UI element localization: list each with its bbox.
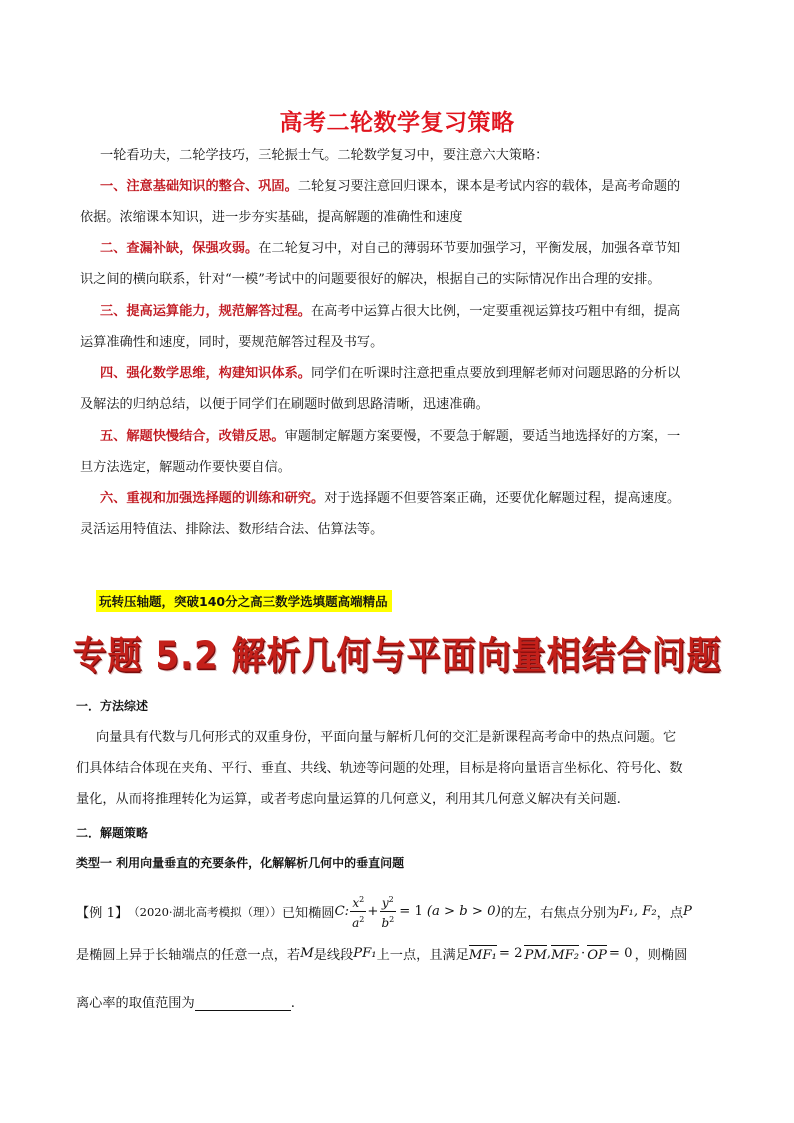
fraction-y-over-b: $\frac{y^2}{b^2}$	[379, 892, 396, 931]
strategy-5-lead: 五、解题快慢结合，改错反思。	[100, 429, 285, 444]
series-banner: 玩转压轴题，突破140分之高三数学选填题高端精品	[96, 590, 392, 612]
example-line-2: 是椭圆上异于长轴端点的任意一点，若 M 是线段 PF₁ 上一点，且满足 MF₁ = 2 PM , MF₂ · OP = 0 ，则椭圆	[76, 946, 688, 963]
example-source: （2020·湖北高考模拟（理））	[128, 904, 282, 919]
intro-paragraph	[100, 140, 700, 171]
strategy-2	[80, 233, 700, 295]
example-text-c: ，点	[656, 906, 684, 921]
strategy-6	[80, 483, 700, 545]
equation-rhs: = 1	[399, 904, 423, 919]
method-line-3: 量化，从而将推理转化为运算，或者考虑向量运算的几何意义，利用其几何意义解决有关问题.	[76, 792, 621, 807]
example-line-3: 离心率的取值范围为 .	[76, 996, 295, 1011]
fraction-x-over-a: $\frac{x^2}{a^2}$	[350, 892, 366, 931]
point-m: M	[300, 946, 314, 961]
answer-blank	[195, 996, 291, 1011]
strategy-3-lead: 三、提高运算能力，规范解答过程。	[100, 304, 311, 319]
intro-text: 一轮看功夫，二轮学技巧，三轮振士气。二轮数学复习中，要注意六大策略：	[100, 148, 549, 163]
strategy-5-text: 审题制定解题方案要慢，不要急于解题，要适当地选择好的方案，一	[284, 429, 681, 444]
condition: (a > b > 0)	[426, 904, 501, 919]
section-heading-method: 一．方法综述	[76, 699, 149, 713]
example-text-a: 已知椭圆	[281, 906, 335, 921]
example-line-1: 【例 1】 （2020·湖北高考模拟（理）） 已知椭圆 C : $\frac{x^2}{a^2}$ + $\frac{y^2}{b^2}$ = 1 (a > b > 0) 的左，右焦点分别为 F₁, F₂ ，点 P	[76, 892, 692, 931]
vector-mf2: MF₂	[551, 944, 579, 963]
strategy-5	[80, 421, 700, 483]
vector-op: OP	[587, 944, 607, 963]
example-label: 【例 1】	[76, 906, 129, 921]
strategy-4-lead: 四、强化数学思维，构建知识体系。	[100, 366, 311, 381]
strategy-4-text: 同学们在听课时注意把重点要放到理解老师对问题思路的分析以	[311, 366, 681, 381]
strategy-2-text: 在二轮复习中，对自己的薄弱环节要加强学习，平衡发展，加强各章节知	[258, 241, 681, 256]
type-heading: 类型一 利用向量垂直的充要条件，化解解析几何中的垂直问题	[76, 856, 405, 870]
method-line-2: 们具体结合体现在夹角、平行、垂直、共线、轨迹等问题的处理，目标是将向量语言坐标化、符号化、数	[76, 761, 683, 776]
segment-pf1: PF₁	[353, 946, 377, 961]
ellipse-name: C	[334, 904, 345, 919]
topic-title: 专题 5.2 解析几何与平面向量相结合问题	[72, 634, 722, 679]
strategy-6-lead: 六、重视和加强选择题的训练和研究。	[100, 491, 325, 506]
strategy-4	[80, 358, 700, 420]
method-line-1: 向量具有代数与几何形式的双重身份，平面向量与解析几何的交汇是新课程高考命中的热点问题。它	[96, 730, 677, 745]
vector-pm: PM	[524, 944, 546, 963]
strategy-3-line2: 运算准确性和速度，同时，要规范解答过程及书写。	[80, 335, 384, 350]
strategy-2-line2: 识之间的横向联系，针对“一模”考试中的问题要很好的解决，根据自己的实际情况作出合理的安排。	[80, 272, 661, 287]
page-title: 高考二轮数学复习策略	[279, 110, 515, 136]
foci: F₁, F₂	[619, 904, 657, 919]
strategy-1-line2: 依据。浓缩课本知识，进一步夯实基础，提高解题的准确性和速度	[80, 210, 463, 225]
strategy-6-text: 对于选择题不但要答案正确，还要优化解题过程，提高速度。	[324, 491, 681, 506]
strategy-3	[80, 296, 700, 358]
strategy-1-text: 二轮复习要注意回归课本，课本是考试内容的载体，是高考命题的	[297, 179, 681, 194]
strategy-1	[80, 171, 700, 233]
method-overview	[76, 722, 720, 815]
strategy-4-line2: 及解法的归纳总结，以便于同学们在刷题时做到思路清晰，迅速准确。	[80, 397, 489, 412]
strategy-1-lead: 一、注意基础知识的整合、巩固。	[100, 179, 298, 194]
strategy-3-text: 在高考中运算占很大比例，一定要重视运算技巧粗中有细，提高	[311, 304, 681, 319]
example-text-b: 的左，右焦点分别为	[500, 906, 620, 921]
strategy-6-line2: 灵活运用特值法、排除法、数形结合法、估算法等。	[80, 522, 384, 537]
strategy-2-lead: 二、查漏补缺，保强攻弱。	[100, 241, 259, 256]
point-p: P	[683, 904, 692, 919]
strategy-5-line2: 旦方法选定，解题动作要快要自信。	[80, 460, 291, 475]
vector-mf1: MF₁	[469, 944, 497, 963]
section-heading-strategy: 二．解题策略	[76, 826, 149, 840]
